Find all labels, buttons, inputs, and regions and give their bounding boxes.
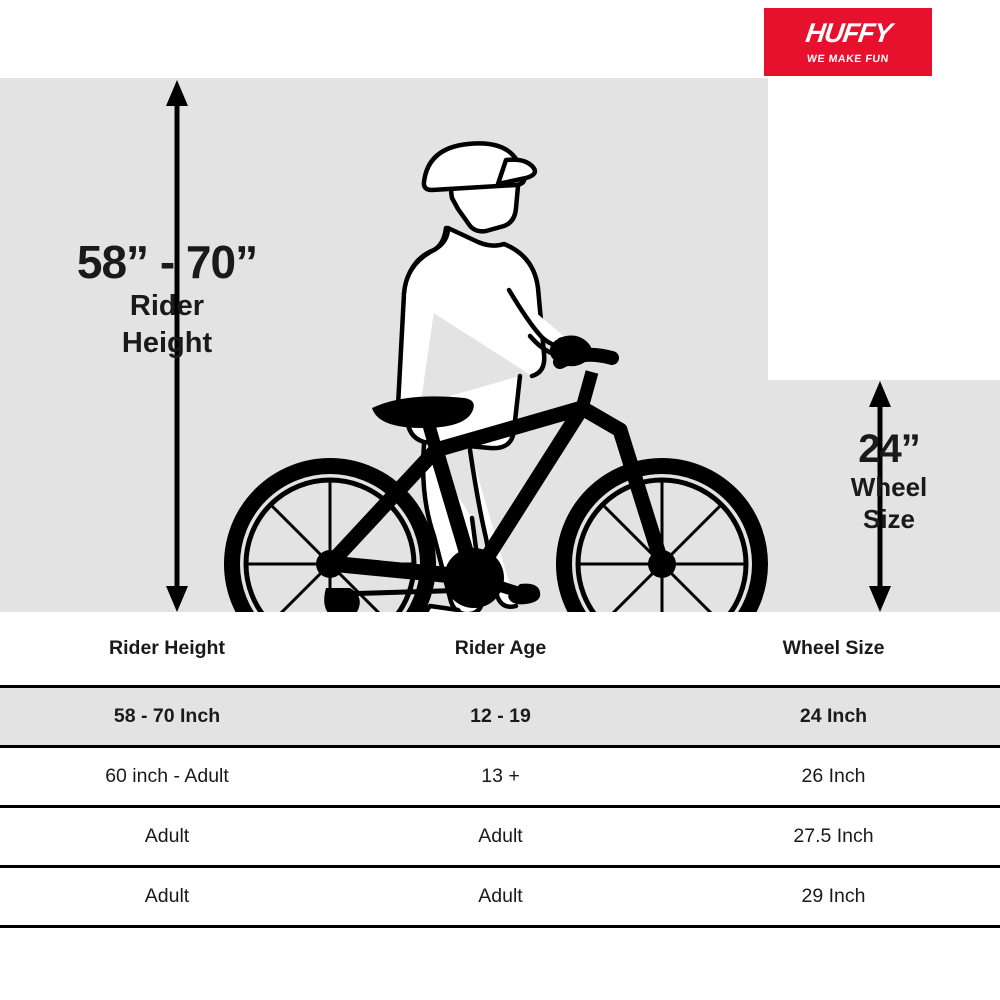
size-chart-table xyxy=(0,612,1000,928)
brand-wordmark: HUFFY xyxy=(803,17,893,48)
cell-wheel-size: 24 Inch xyxy=(799,705,868,727)
cell-rider-height: Adult xyxy=(144,885,190,907)
huffy-logo xyxy=(764,8,932,76)
table-body xyxy=(0,687,1000,927)
column-header-wheel-size: Wheel Size xyxy=(782,637,885,659)
cell-wheel-size: 29 Inch xyxy=(801,885,866,907)
cell-wheel-size: 27.5 Inch xyxy=(793,825,874,847)
cell-rider-height: 60 inch - Adult xyxy=(105,765,229,787)
table-row xyxy=(0,807,1000,867)
rider-height-callout xyxy=(52,238,282,359)
rider-height-label-line2: Height xyxy=(121,326,213,359)
table-row xyxy=(0,747,1000,807)
wheel-size-callout xyxy=(814,428,964,534)
wheel-size-label-line2: Size xyxy=(862,504,916,535)
cell-rider-age: 13 + xyxy=(481,765,520,787)
table-row xyxy=(0,687,1000,747)
brand-tagline: WE MAKE FUN xyxy=(806,52,890,65)
cell-rider-height: Adult xyxy=(144,825,190,847)
cell-rider-age: Adult xyxy=(478,825,523,847)
table-row xyxy=(0,867,1000,927)
rider-height-label-line1: Rider xyxy=(129,290,205,323)
cell-rider-age: 12 - 19 xyxy=(470,705,531,727)
rider-height-value: 58” - 70” xyxy=(76,236,258,288)
cell-rider-height: 58 - 70 Inch xyxy=(113,705,221,727)
hero-illustration xyxy=(0,78,1000,612)
column-header-rider-height: Rider Height xyxy=(109,637,225,659)
wheel-size-label-line1: Wheel xyxy=(850,472,928,502)
table-header-row xyxy=(0,612,1000,687)
column-header-rider-age: Rider Age xyxy=(454,637,547,659)
cell-rider-age: Adult xyxy=(478,885,523,907)
cell-wheel-size: 26 Inch xyxy=(801,765,866,787)
bicycle-icon xyxy=(232,337,760,612)
wheel-size-value: 24” xyxy=(858,427,920,471)
